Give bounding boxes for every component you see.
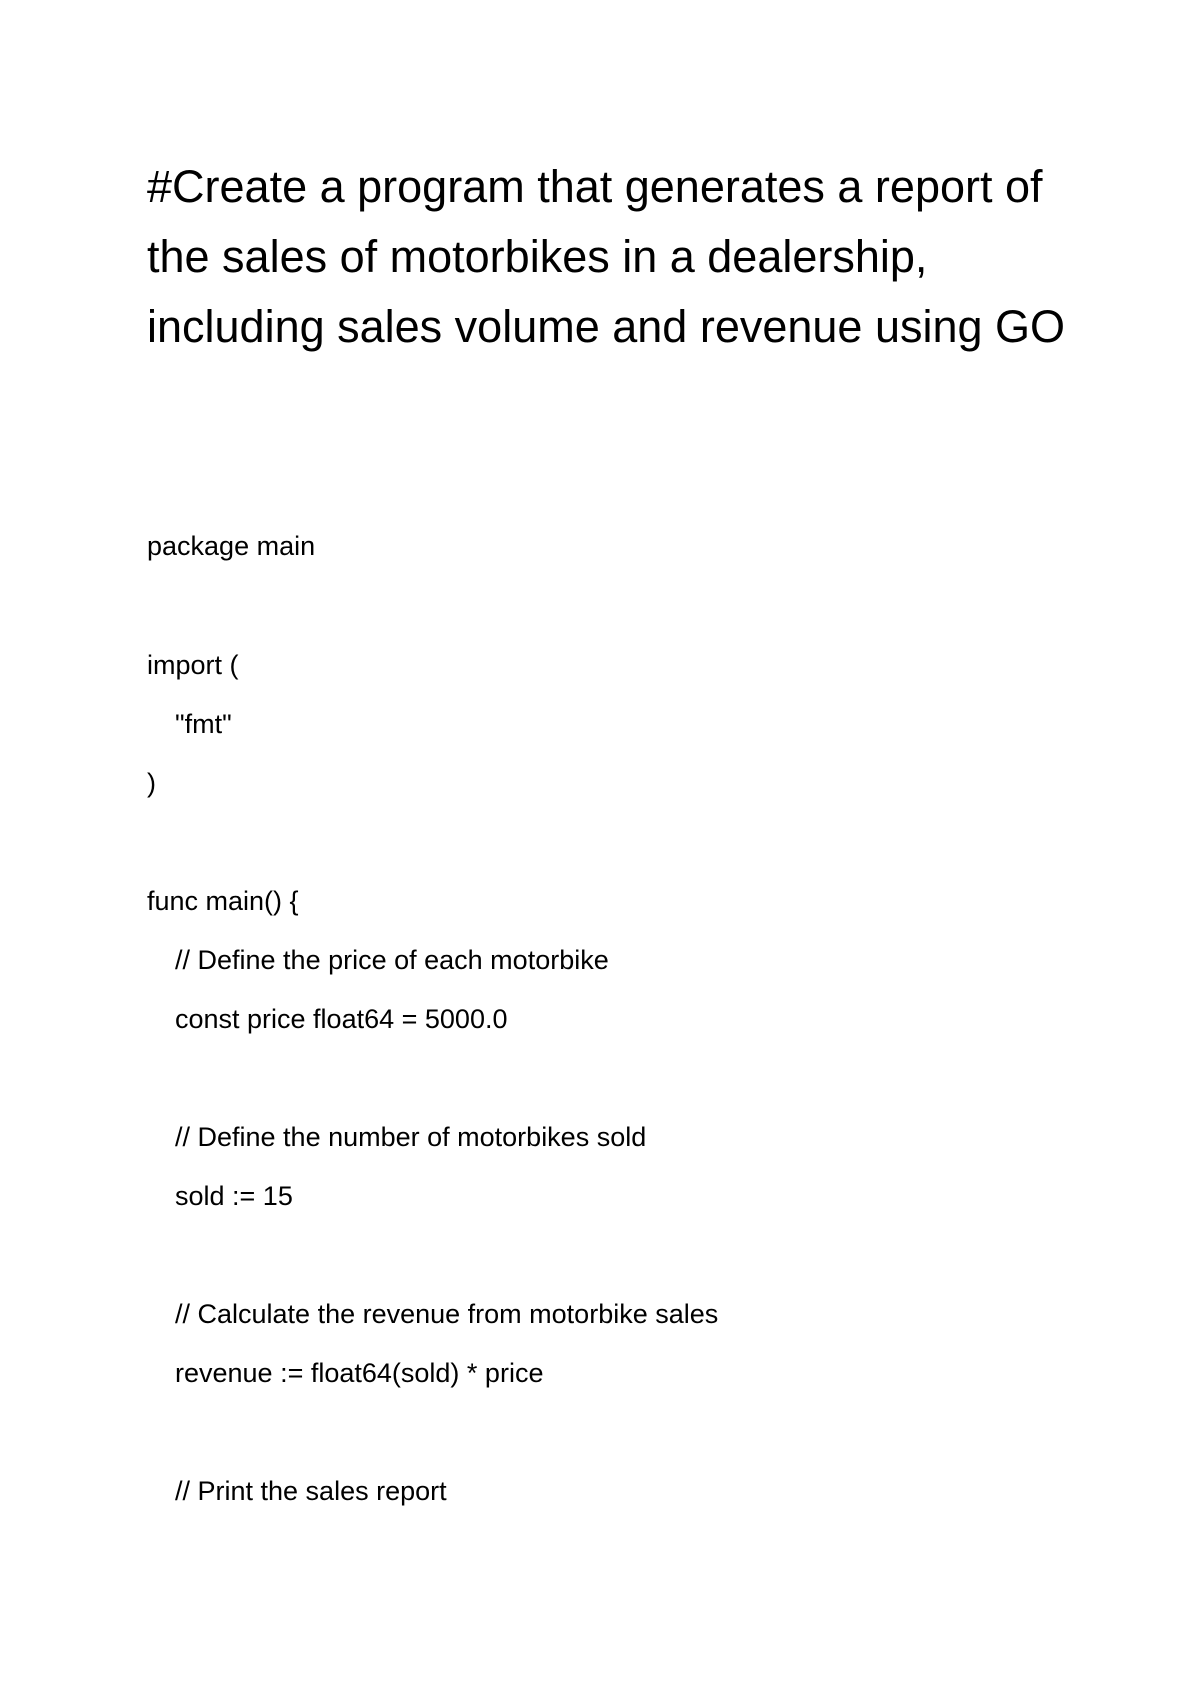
code-line-import-fmt: "fmt" [175,709,232,739]
code-line-import-open: import ( [147,650,239,680]
code-line-func-main: func main() { [147,886,299,916]
code-line-comment-revenue: // Calculate the revenue from motorbike sales [175,1299,719,1329]
code-line-const-price: const price float64 = 5000.0 [175,1004,508,1034]
code-line-comment-price: // Define the price of each motorbike [175,945,609,975]
code-line-import-close: ) [147,768,156,798]
code-line-comment-sold: // Define the number of motorbikes sold [175,1122,647,1152]
code-line-sold: sold := 15 [175,1181,293,1211]
code-line-revenue: revenue := float64(sold) * price [175,1358,544,1388]
document-heading: #Create a program that generates a report of the sales of motorbikes in a dealership, including sales volume and revenue using GO [147,161,1066,352]
code-line-comment-print: // Print the sales report [175,1476,447,1506]
code-line-package: package main [147,531,316,561]
